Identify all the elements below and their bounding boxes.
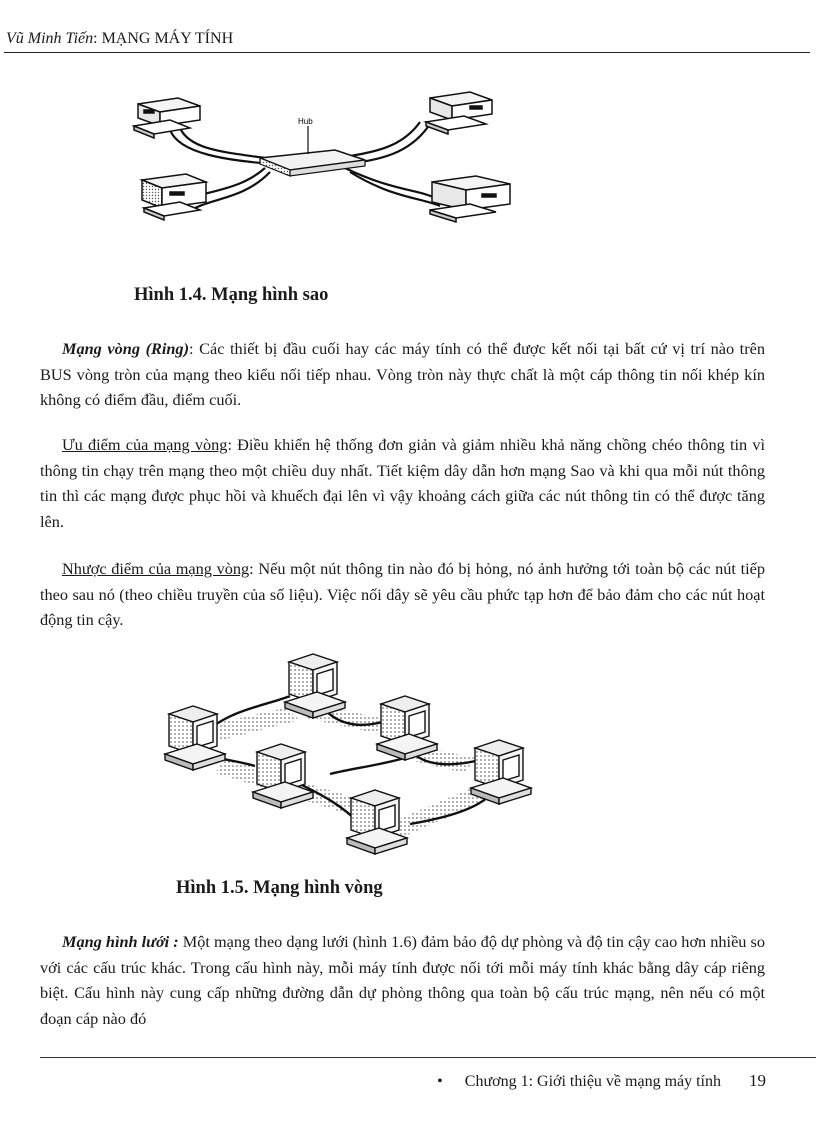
ring-network-figure: [155, 648, 545, 860]
disadvantages-term: Nhược điểm của mạng vòng: [62, 559, 250, 578]
mesh-lead-term: Mạng hình lưới :: [62, 932, 179, 951]
header-book-title: MẠNG MÁY TÍNH: [101, 30, 234, 47]
ring-computer-6: [347, 790, 407, 854]
ring-computer-2: [285, 654, 345, 718]
paragraph-disadvantages: [40, 556, 765, 633]
disadvantages-body: : Nếu một nút thông tin nào đó bị hỏng, nó ảnh hưởng tới toàn bộ các nút tiếp theo sau nó (theo chiều truyền của số liệu). Việc nối dây sẽ yêu cầu phức tạp hơn để bảo đảm cho các nút hoạt động tin cậy.: [40, 559, 765, 630]
star-network-figure: [130, 80, 530, 230]
paragraph-advantages: [40, 432, 765, 534]
ring-computer-1: [165, 706, 225, 770]
mesh-body: Một mạng theo dạng lưới (hình 1.6) đảm bảo độ dự phòng và độ tin cậy cao hơn nhiều so với các cấu trúc khác. Trong cấu hình này, mỗi máy tính được nối tới mỗi máy tính khác bằng dây cáp riêng biệt. Cấu hình này cung cấp những đường dẫn dự phòng thông qua toàn bộ cấu trúc mạng, nên nếu có một đoạn cáp nào đó: [40, 932, 766, 1028]
footer-rule: [40, 1057, 816, 1058]
ring-lead-term: Mạng vòng (Ring): [62, 339, 189, 358]
ring-computer-4: [253, 744, 313, 808]
star-computer-top-left: [134, 98, 200, 138]
running-footer: [437, 1071, 766, 1091]
ring-body: : Các thiết bị đầu cuối hay các máy tính có thể được kết nối tại bất cứ vị trí nào trên BUS vòng tròn của mạng theo kiểu nối tiếp nhau. Vòng tròn này thực chất là một cáp thông tin nối khép kín không có điểm đầu, điểm cuối.: [40, 339, 765, 410]
running-header: [6, 30, 233, 48]
hub-device: [260, 117, 365, 176]
ring-computer-5: [471, 740, 531, 804]
star-computer-bottom-left: [142, 174, 206, 220]
page-number: 19: [749, 1071, 766, 1090]
figure-1-5-caption: Hình 1.5. Mạng hình vòng: [176, 878, 383, 898]
header-author: Vũ Minh Tiến: [6, 30, 94, 47]
footer-chapter-title: Chương 1: Giới thiệu về mạng máy tính: [464, 1073, 721, 1090]
ring-computer-3: [377, 696, 437, 760]
star-computer-bottom-right: [430, 176, 510, 222]
advantages-term: Ưu điểm của mạng vòng: [62, 435, 228, 454]
footer-bullet: •: [437, 1073, 443, 1090]
hub-label: Hub: [298, 117, 313, 126]
figure-1-4-caption: Hình 1.4. Mạng hình sao: [134, 285, 329, 305]
paragraph-mesh: [40, 929, 765, 1031]
star-computer-top-right: [426, 92, 492, 134]
header-separator: :: [93, 30, 102, 47]
header-rule: [4, 52, 810, 53]
advantages-body: : Điều khiển hệ thống đơn giản và giảm nhiều khả năng chồng chéo thông tin vì thông tin chạy trên mạng theo một chiều duy nhất. Tiết kiệm dây dẫn hơn mạng Sao và khi qua mỗi nút thông tin thì các mạng được phục hồi và khuếch đại lên vì vậy khoảng cách giữa các nút thông tin có thể được tăng lên.: [40, 435, 765, 531]
paragraph-ring: [40, 336, 765, 413]
